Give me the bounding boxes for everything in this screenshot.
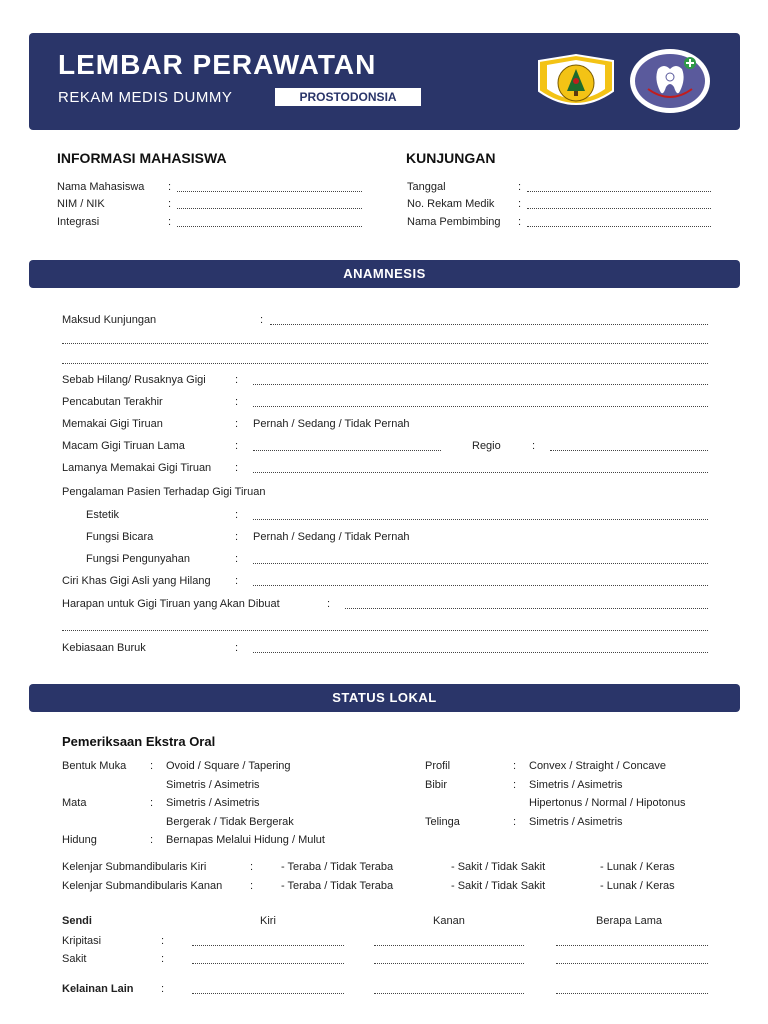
column-header-kanan: Kanan (433, 915, 465, 927)
field-label: No. Rekam Medik (407, 198, 495, 210)
option-profil[interactable]: Convex / Straight / Concave (529, 760, 666, 772)
option-kanan-lunak[interactable]: - Lunak / Keras (600, 880, 675, 892)
column-header-berapa-lama: Berapa Lama (596, 915, 663, 927)
field-input-estetik[interactable] (253, 509, 708, 520)
field-input-ciri[interactable] (253, 575, 708, 586)
field-label: NIM / NIK (57, 198, 105, 210)
section-band-anamnesis: ANAMNESIS (29, 260, 740, 288)
field-label: Fungsi Bicara (86, 531, 154, 543)
option-bibir[interactable]: Simetris / Asimetris (529, 779, 623, 791)
field-label: Kebiasaan Buruk (62, 642, 146, 654)
field-label: Memakai Gigi Tiruan (62, 418, 163, 430)
field-input-integrasi[interactable] (177, 216, 362, 227)
field-input-pencabutan[interactable] (253, 396, 708, 407)
field-label: Kelenjar Submandibularis Kiri (62, 861, 207, 873)
field-label-sendi: Sendi (62, 915, 92, 927)
field-input-nim[interactable] (177, 198, 362, 209)
field-input-pembimbing[interactable] (527, 216, 711, 227)
field-label: Harapan untuk Gigi Tiruan yang Akan Dibuat (62, 598, 280, 610)
section-title-kunjungan: KUNJUNGAN (406, 150, 496, 166)
field-label: Regio (472, 440, 501, 452)
field-label: Bentuk Muka (62, 760, 127, 772)
option-fungsi-bicara[interactable]: Pernah / Sedang / Tidak Pernah (253, 531, 410, 543)
field-input-harapan[interactable] (345, 598, 708, 609)
field-label: Profil (425, 760, 451, 772)
option-kanan-teraba[interactable]: - Teraba / Tidak Teraba (281, 880, 394, 892)
dental-logo-icon (628, 47, 712, 115)
field-label-kelainan: Kelainan Lain (62, 983, 134, 995)
header-banner (29, 33, 740, 130)
option-mata[interactable]: Simetris / Asimetris (166, 797, 260, 809)
field-input-maksud-line3[interactable] (62, 353, 708, 364)
field-input-sakit-kanan[interactable] (374, 953, 524, 964)
field-input-kelainan-kanan[interactable] (374, 983, 524, 994)
field-label: Pencabutan Terakhir (62, 396, 163, 408)
subsection-title-ekstra-oral: Pemeriksaan Ekstra Oral (62, 734, 216, 749)
field-input-kripitasi-kanan[interactable] (374, 935, 524, 946)
option-hidung[interactable]: Bernapas Melalui Hidung / Mulut (166, 834, 325, 846)
field-input-macam[interactable] (253, 440, 441, 451)
field-label: Integrasi (57, 216, 100, 228)
field-input-sakit-lama[interactable] (556, 953, 708, 964)
field-label: Estetik (86, 509, 120, 521)
field-label: Bibir (425, 779, 448, 791)
option-bentuk-muka-simetris[interactable]: Simetris / Asimetris (166, 779, 260, 791)
option-bibir-tonus[interactable]: Hipertonus / Normal / Hipotonus (529, 797, 686, 809)
option-memakai[interactable]: Pernah / Sedang / Tidak Pernah (253, 418, 410, 430)
field-label: Macam Gigi Tiruan Lama (62, 440, 185, 452)
field-input-kelainan-lama[interactable] (556, 983, 708, 994)
field-label: Fungsi Pengunyahan (86, 553, 190, 565)
option-kanan-sakit[interactable]: - Sakit / Tidak Sakit (451, 880, 546, 892)
field-input-rekam-medik[interactable] (527, 198, 711, 209)
field-label: Kelenjar Submandibularis Kanan (62, 880, 223, 892)
section-band-status-lokal: STATUS LOKAL (29, 684, 740, 712)
field-label: Mata (62, 797, 87, 809)
option-mata-gerak[interactable]: Bergerak / Tidak Bergerak (166, 816, 294, 828)
column-header-kiri: Kiri (260, 915, 276, 927)
option-kiri-lunak[interactable]: - Lunak / Keras (600, 861, 675, 873)
field-label: Tanggal (407, 181, 446, 193)
field-label: Nama Pembimbing (407, 216, 501, 228)
field-label: Ciri Khas Gigi Asli yang Hilang (62, 575, 211, 587)
field-input-kripitasi-lama[interactable] (556, 935, 708, 946)
field-input-lamanya[interactable] (253, 462, 708, 473)
field-label: Lamanya Memakai Gigi Tiruan (62, 462, 212, 474)
faculty-logo-icon (533, 51, 619, 113)
field-input-kripitasi-kiri[interactable] (192, 935, 344, 946)
field-label: Sakit (62, 953, 87, 965)
field-label: Kripitasi (62, 935, 102, 947)
field-label: Sebab Hilang/ Rusaknya Gigi (62, 374, 206, 386)
option-bentuk-muka[interactable]: Ovoid / Square / Tapering (166, 760, 291, 772)
field-input-tanggal[interactable] (527, 181, 711, 192)
option-kiri-sakit[interactable]: - Sakit / Tidak Sakit (451, 861, 546, 873)
field-input-maksud[interactable] (270, 314, 708, 325)
field-label: Telinga (425, 816, 460, 828)
field-input-regio[interactable] (550, 440, 708, 451)
field-input-harapan-line2[interactable] (62, 620, 708, 631)
option-kiri-teraba[interactable]: - Teraba / Tidak Teraba (281, 861, 394, 873)
field-input-maksud-line2[interactable] (62, 333, 708, 344)
department-badge: PROSTODONSIA (275, 88, 421, 106)
option-telinga[interactable]: Simetris / Asimetris (529, 816, 623, 828)
field-label: Maksud Kunjungan (62, 314, 157, 326)
field-label: Hidung (62, 834, 97, 846)
field-input-kebiasaan[interactable] (253, 642, 708, 653)
field-label: Pengalaman Pasien Terhadap Gigi Tiruan (62, 486, 266, 498)
field-input-pengunyahan[interactable] (253, 553, 708, 564)
field-label: Nama Mahasiswa (57, 181, 145, 193)
section-title-mahasiswa: INFORMASI MAHASISWA (57, 150, 227, 166)
field-input-kelainan-kiri[interactable] (192, 983, 344, 994)
page-title: LEMBAR PERAWATAN (58, 49, 377, 80)
field-input-nama-mahasiswa[interactable] (177, 181, 362, 192)
field-input-sebab[interactable] (253, 374, 708, 385)
field-input-sakit-kiri[interactable] (192, 953, 344, 964)
page-subtitle: REKAM MEDIS DUMMY (58, 89, 233, 106)
